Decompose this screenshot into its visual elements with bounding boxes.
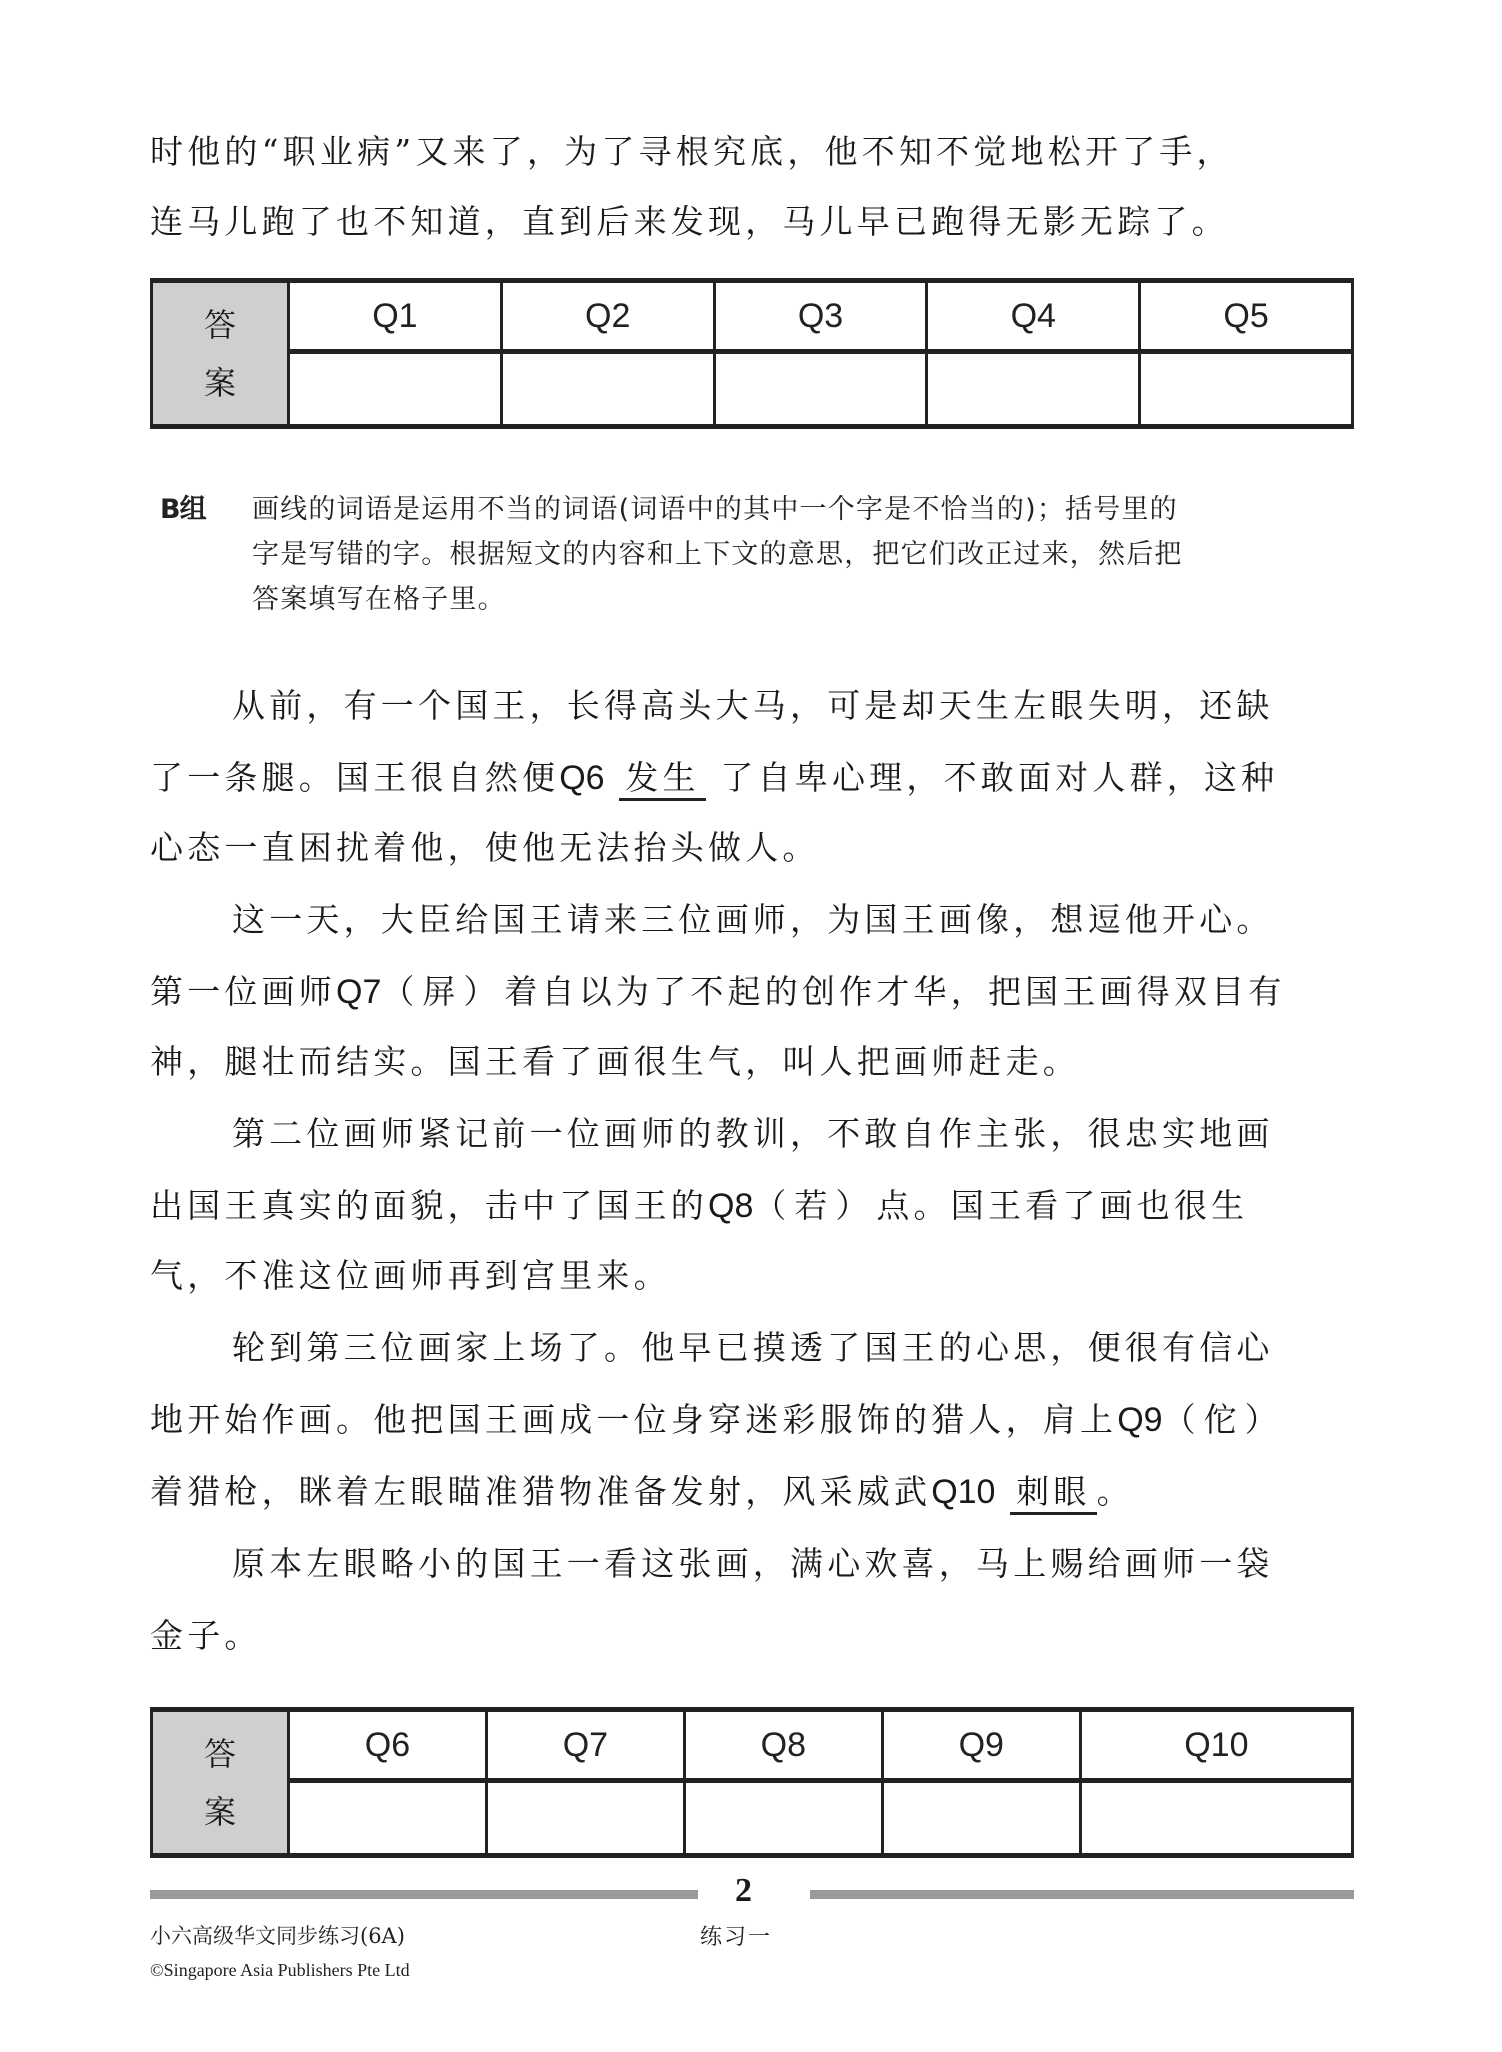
section-tag: B组 — [160, 494, 206, 525]
passage-line: 心态一直困扰着他，使他无法抬头做人。 — [150, 828, 820, 867]
question-tag-q6: Q6 — [559, 759, 605, 797]
passage-text: 出国王真实的面貌，击中了国王的 — [150, 1186, 708, 1225]
question-header-q5: Q5 — [1140, 281, 1353, 352]
instruction-line: 字是写错的字。根据短文的内容和上下文的意思，把它们改正过来，然后把 — [252, 539, 1183, 570]
answer-cell-q10[interactable] — [1080, 1781, 1352, 1856]
page-number: 2 — [735, 1872, 752, 1909]
answer-cell-q2[interactable] — [501, 352, 714, 427]
passage-text: 着自以为了不起的创作才华，把国王画得双目有 — [504, 972, 1286, 1011]
passage-line: 轮到第三位画家上场了。他早已摸透了国王的心思，便很有信心 — [232, 1328, 1274, 1367]
passage-line: 第二位画师紧记前一位画师的教训，不敢自作主张，很忠实地画 — [232, 1114, 1274, 1153]
question-header-q2: Q2 — [501, 281, 714, 352]
passage-text: 点。国王看了画也很生 — [876, 1186, 1249, 1225]
question-header-q9: Q9 — [882, 1710, 1080, 1781]
wrong-char-q9: （佗） — [1162, 1400, 1286, 1439]
passage-text: 第一位画师 — [150, 972, 336, 1011]
passage-line: 从前，有一个国王，长得高头大马，可是却天生左眼失明，还缺 — [232, 686, 1274, 725]
answer-cell-q4[interactable] — [927, 352, 1140, 427]
passage-line: 金子。 — [150, 1616, 262, 1655]
question-header-q10: Q10 — [1080, 1710, 1352, 1781]
answer-cell-q1[interactable] — [289, 352, 502, 427]
passage-line: 时他的“职业病”又来了，为了寻根究底，他不知不觉地松开了手， — [150, 132, 1234, 171]
question-header-q4: Q4 — [927, 281, 1140, 352]
passage-line: 连马儿跑了也不知道，直到后来发现，马儿早已跑得无影无踪了。 — [150, 202, 1229, 241]
passage-line-q6 — [150, 756, 1354, 801]
answer-table-q6-q10 — [150, 1707, 1354, 1858]
answer-cell-q6[interactable] — [289, 1781, 487, 1856]
question-tag-q7: Q7 — [336, 973, 382, 1011]
passage-text: 。 — [1096, 1472, 1134, 1511]
copyright: ©Singapore Asia Publishers Pte Ltd — [150, 1960, 410, 1980]
instruction-line: 画线的词语是运用不当的词语(词语中的其中一个字是不恰当的)；括号里的 — [252, 494, 1178, 525]
answer-table-q1-q5 — [150, 278, 1354, 429]
answer-label-char: 答 — [203, 305, 236, 344]
answer-label-char: 案 — [203, 1792, 236, 1831]
question-tag-q9: Q9 — [1117, 1401, 1163, 1439]
answer-label-char: 案 — [203, 363, 236, 402]
passage-line: 神，腿壮而结实。国王看了画很生气，叫人把画师赶走。 — [150, 1042, 1080, 1081]
answer-cell-q8[interactable] — [684, 1781, 882, 1856]
question-header-q3: Q3 — [714, 281, 927, 352]
instruction-line: 答案填写在格子里。 — [252, 584, 506, 615]
passage-text: 了自卑心理，不敢面对人群，这种 — [720, 758, 1279, 797]
answer-label — [152, 1710, 289, 1856]
answer-cell-q3[interactable] — [714, 352, 927, 427]
wrong-char-q8: （若） — [753, 1186, 877, 1225]
passage-line-q10 — [150, 1470, 1354, 1515]
exercise-label: 练习一 — [700, 1925, 773, 1950]
answer-label — [152, 281, 289, 427]
underlined-word-q10: 刺眼 — [1010, 1472, 1096, 1515]
question-tag-q10: Q10 — [931, 1473, 996, 1511]
question-header-q7: Q7 — [486, 1710, 684, 1781]
answer-cell-q9[interactable] — [882, 1781, 1080, 1856]
underlined-word-q6: 发生 — [619, 758, 705, 801]
question-header-q6: Q6 — [289, 1710, 487, 1781]
passage-text: 着猎枪，眯着左眼瞄准猎物准备发射，风采威武 — [150, 1472, 932, 1511]
passage-text: 了一条腿。国王很自然便 — [150, 758, 560, 797]
answer-label-char: 答 — [203, 1734, 236, 1773]
passage-line-q8 — [150, 1184, 1354, 1228]
passage-line: 这一天，大臣给国王请来三位画师，为国王画像，想逗他开心。 — [232, 900, 1274, 939]
passage-line-q9 — [150, 1398, 1354, 1442]
answer-cell-q5[interactable] — [1140, 352, 1353, 427]
footer-rule-right — [810, 1890, 1354, 1899]
question-tag-q8: Q8 — [708, 1187, 754, 1225]
passage-line-q7 — [150, 970, 1354, 1014]
question-header-q8: Q8 — [684, 1710, 882, 1781]
passage-line: 气，不准这位画师再到宫里来。 — [150, 1256, 671, 1295]
question-header-q1: Q1 — [289, 281, 502, 352]
answer-cell-q7[interactable] — [486, 1781, 684, 1856]
passage-text: 地开始作画。他把国王画成一位身穿迷彩服饰的猎人，肩上 — [150, 1400, 1118, 1439]
book-title: 小六高级华文同步练习(6A) — [150, 1924, 405, 1948]
passage-line: 原本左眼略小的国王一看这张画，满心欢喜，马上赐给画师一袋 — [232, 1544, 1274, 1583]
footer-rule-left — [150, 1890, 698, 1899]
wrong-char-q7: （屏） — [381, 972, 505, 1011]
